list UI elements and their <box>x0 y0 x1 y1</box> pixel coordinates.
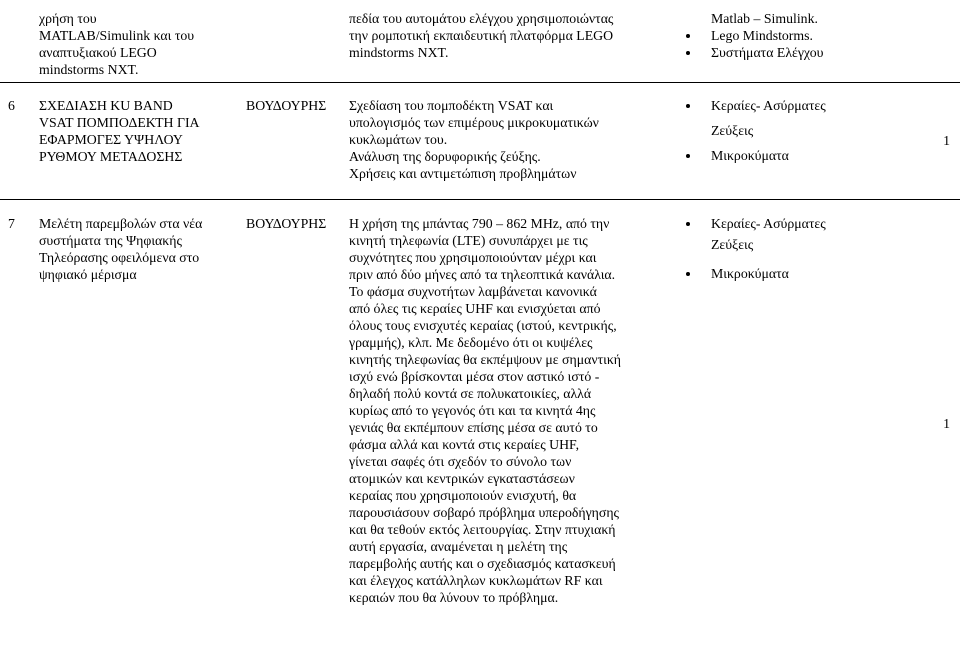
description-line: Το φάσμα συχνοτήτων λαμβάνεται κανονικά <box>349 283 597 299</box>
tag-item: Ζεύξεις <box>711 122 754 138</box>
description-line: κυκλωμάτων του. <box>349 131 448 147</box>
title-line: Τηλεόρασης οφειλόμενα στο <box>39 249 200 265</box>
row-number: 7 <box>8 215 15 231</box>
table-row <box>0 82 960 199</box>
description-line: και έλεγχος κατάλληλων κυκλωμάτων RF και <box>349 572 603 588</box>
description-line: παρουσιάσουν σοβαρό πρόβλημα υπεροδήγησης <box>349 504 620 520</box>
description-line: από όλες τις κεραίες UHF και ενισχύεται από <box>349 300 601 316</box>
description-line: ισχύ ενώ βρίσκονται μέσα στον αστικό ιστό - <box>349 368 600 384</box>
tag-item: Lego Mindstorms. <box>681 27 880 44</box>
tag-item: Κεραίες- Ασύρματες <box>681 97 880 114</box>
description-line: Ανάλυση της δορυφορικής ζεύξης. <box>349 148 541 164</box>
description-line: ατομικών και κεντρικών εγκαταστάσεων <box>349 470 575 486</box>
description-line: πριν από δύο μήνες από τα τηλεοπτικά κανάλια. <box>349 266 616 282</box>
description-line: δηλαδή πολύ κοντά σε πολυκατοικίες, αλλά <box>349 385 592 401</box>
tag-item: Μικροκύματα <box>681 147 880 164</box>
description-line: παρεμβολής αυτής και ο σχεδιασμός κατασκευή <box>349 555 616 571</box>
description-line: κινητής τηλεφωνίας θα εκπέμψουν με σημαντική <box>349 351 621 367</box>
description-line: γενιάς θα εκπέμπουν επίσης μέσα σε αυτό το <box>349 419 598 435</box>
tag-item: Συστήματα Ελέγχου <box>681 44 880 61</box>
supervisor <box>243 0 343 82</box>
description-line: γραμμής), κλπ. Με δεδομένο ότι οι κυψέλες <box>349 334 593 350</box>
tag-item: Κεραίες- Ασύρματες <box>681 215 880 232</box>
topic-description <box>343 0 681 82</box>
title-line: mindstorms NXT. <box>39 62 139 77</box>
description-line: υπολογισμός των επιμέρους μικροκυματικών <box>349 114 599 130</box>
positions-count: 1 <box>880 82 960 199</box>
topic-description <box>343 199 681 647</box>
description-line: κεραίας που χρησιμοποιούν ενισχυτή, θα <box>349 487 577 503</box>
title-line: αναπτυξιακού LEGO <box>39 45 157 60</box>
supervisor: ΒΟΥΔΟΥΡΗΣ <box>243 82 343 199</box>
positions-count: 1 <box>943 415 950 431</box>
supervisor: ΒΟΥΔΟΥΡΗΣ <box>246 215 327 231</box>
title-line: ΕΦΑΡΜΟΓΕΣ ΥΨΗΛΟΥ <box>39 131 183 147</box>
tag-list <box>681 215 880 282</box>
topic-tags <box>681 0 880 82</box>
tag-item: Matlab – Simulink. <box>711 11 818 26</box>
title-line: Μελέτη παρεμβολών στα νέα <box>39 215 203 231</box>
row-number: 6 <box>0 82 33 199</box>
title-line: ΡΥΘΜΟΥ ΜΕΤΑΔΟΣΗΣ <box>39 148 183 164</box>
title-line: VSAT ΠΟΜΠΟΔΕΚΤΗ ΓΙΑ <box>39 114 200 130</box>
description-line: συχνότητες που χρησιμοποιούνταν μέχρι και <box>349 249 597 265</box>
title-line: ψηφιακό μέρισμα <box>39 266 137 282</box>
title-line: MATLAB/Simulink και του <box>39 28 195 43</box>
table-row <box>0 199 960 647</box>
description-line: κεραιών που θα λύνουν το πρόβλημα. <box>349 589 559 605</box>
tag-list <box>681 10 880 61</box>
description-line: Σχεδίαση του πομποδέκτη VSAT και <box>349 97 554 113</box>
description-line: κυρίως από το γεγονός ότι και τα κινητά 4ης <box>349 402 596 418</box>
description-line: Χρήσεις και αντιμετώπιση προβλημάτων <box>349 165 577 181</box>
positions-count <box>880 0 960 82</box>
description-line: φάσμα αλλά και κοντά στις κεραίες UHF, <box>349 436 580 452</box>
tag-item: Ζεύξεις <box>711 236 754 252</box>
title-line: ΣΧΕΔΙΑΣΗ KU BAND <box>39 97 173 113</box>
description-line: mindstorms NXT. <box>349 45 449 60</box>
description-line: αυτή εργασία, αναμένεται η μελέτη της <box>349 538 568 554</box>
tag-item: Μικροκύματα <box>681 265 880 282</box>
description-line: Η χρήση της μπάντας 790 – 862 MHz, από την <box>349 215 610 231</box>
description-line: όλους τους ενισχυτές κεραίας (ιστού, κεντρικής, <box>349 317 617 333</box>
table-row <box>0 0 960 82</box>
topic-description <box>343 82 681 199</box>
description-line: την ρομποτική εκπαιδευτική πλατφόρμα LEGO <box>349 28 614 43</box>
description-line: γίνεται σαφές ότι σχεδόν το σύνολο των <box>349 453 572 469</box>
title-line: συστήματα της Ψηφιακής <box>39 232 182 248</box>
description-line: και θα τεθούν εκτός λειτουργίας. Στην πτυχιακή <box>349 521 616 537</box>
title-line: χρήση του <box>39 11 97 26</box>
topic-title <box>33 199 243 647</box>
topic-title <box>33 0 243 82</box>
description-line: κινητή τηλεφωνία (LTE) συνυπάρχει με τις <box>349 232 588 248</box>
topic-tags <box>681 82 880 199</box>
tag-list <box>681 97 880 164</box>
row-number <box>0 0 33 82</box>
topic-tags <box>681 199 880 647</box>
topic-title <box>33 82 243 199</box>
description-line: πεδία του αυτομάτου ελέγχου χρησιμοποιώντας <box>349 11 614 26</box>
